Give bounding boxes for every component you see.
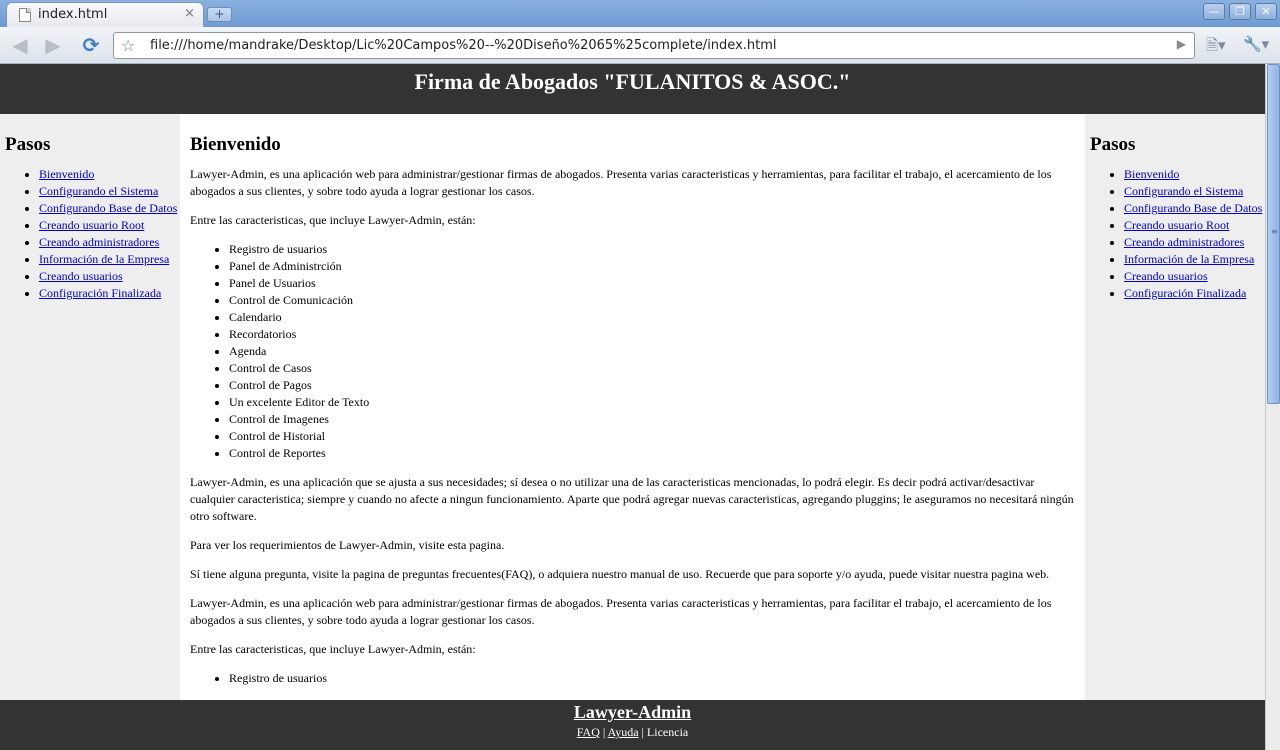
- list-item: • Recordatorios: [229, 326, 1075, 343]
- list-item: • Panel de Administrción: [229, 258, 1075, 275]
- step-link-configurando-base-datos[interactable]: Configurando Base de Datos: [39, 201, 178, 215]
- step-link-administradores[interactable]: Creando administradores: [39, 235, 160, 249]
- list-item: [1124, 166, 1265, 183]
- list-item: • Control de Pagos: [229, 377, 1075, 394]
- list-item: [39, 166, 180, 183]
- features-intro: Entre las caracteristicas, que incluye Lawyer-Admin, están:: [190, 213, 476, 227]
- list-item: • Registro de usuarios: [229, 670, 1075, 687]
- list-item: [39, 234, 180, 251]
- page-icon: [19, 8, 31, 22]
- features-list: [190, 241, 1075, 462]
- left-steps-list: [5, 166, 180, 302]
- maximize-button[interactable]: ❐: [1229, 3, 1251, 20]
- list-item: • Control de Historial: [229, 428, 1075, 445]
- footer-separator: |: [641, 725, 644, 739]
- step-link-informacion-empresa[interactable]: Información de la Empresa: [39, 252, 170, 266]
- tab-title: index.html: [38, 7, 108, 22]
- star-icon[interactable]: ☆: [121, 36, 136, 55]
- list-item: [1124, 234, 1265, 251]
- list-item: • Control de Comunicación: [229, 292, 1075, 309]
- list-item: [1124, 183, 1265, 200]
- list-item: [39, 268, 180, 285]
- list-item: [39, 217, 180, 234]
- new-tab-button[interactable]: +: [207, 7, 232, 22]
- step-link-usuarios[interactable]: Creando usuarios: [39, 269, 123, 283]
- go-icon[interactable]: ▶: [1176, 37, 1186, 51]
- list-item: [39, 183, 180, 200]
- site-header: [0, 64, 1265, 114]
- step-link-usuario-root[interactable]: Creando usuario Root: [39, 218, 145, 232]
- list-item: [1124, 285, 1265, 302]
- minimize-button[interactable]: —: [1203, 3, 1225, 20]
- step-link-configurando-sistema[interactable]: Configurando el Sistema: [1124, 184, 1244, 198]
- site-footer: [0, 700, 1265, 750]
- list-item: [1124, 200, 1265, 217]
- grip-icon: ≡: [1271, 227, 1278, 236]
- requirements-paragraph: Para ver los requerimientos de Lawyer-Admin, visite esta pagina.: [190, 538, 505, 552]
- list-item: • Calendario: [229, 309, 1075, 326]
- page-menu-icon[interactable]: 🗎▾: [1206, 36, 1226, 54]
- faq-link[interactable]: FAQ: [576, 725, 600, 739]
- intro-paragraph-repeat: Lawyer-Admin, es una aplicación web para administrar/gestionar firmas de abogados. Presenta varias caracteristicas y herramientas, para facilitar el trabajo, el acercamiento de los abogados a sus clientes, y sobre todo ayuda a lograr gestionar los casos.: [190, 596, 1052, 627]
- tab-bar: [0, 0, 1280, 27]
- site-title: Firma de Abogados "FULANITOS & ASOC.": [414, 69, 851, 94]
- list-item: [39, 285, 180, 302]
- left-sidebar: [0, 114, 180, 700]
- right-steps-list: [1090, 166, 1265, 302]
- page-viewport: [0, 64, 1265, 750]
- address-bar[interactable]: [113, 32, 1195, 59]
- list-item: [39, 251, 180, 268]
- list-item: [39, 200, 180, 217]
- help-paragraph: Sí tiene alguna pregunta, visite la pagina de preguntas frecuentes(FAQ), o adquiera nuestro manual de uso. Recuerde que para soporte y/o ayuda, puede visitar nuestra pagina web.: [190, 567, 1050, 581]
- footer-links: [0, 725, 1265, 740]
- list-item: • Un excelente Editor de Texto: [229, 394, 1075, 411]
- list-item: • Panel de Usuarios: [229, 275, 1075, 292]
- list-item: • Agenda: [229, 343, 1075, 360]
- browser-toolbar: [0, 27, 1280, 64]
- step-link-bienvenido[interactable]: Bienvenido: [1124, 167, 1180, 181]
- list-item: [1124, 217, 1265, 234]
- list-item: • Registro de usuarios: [229, 241, 1075, 258]
- step-link-usuario-root[interactable]: Creando usuario Root: [1124, 218, 1230, 232]
- features-intro-repeat: Entre las caracteristicas, que incluye Lawyer-Admin, están:: [190, 642, 476, 656]
- step-link-configurando-base-datos[interactable]: Configurando Base de Datos: [1124, 201, 1263, 215]
- list-item: • Control de Casos: [229, 360, 1075, 377]
- step-link-administradores[interactable]: Creando administradores: [1124, 235, 1245, 249]
- step-link-informacion-empresa[interactable]: Información de la Empresa: [1124, 252, 1255, 266]
- features-list-repeat: [190, 670, 1075, 687]
- list-item: [1124, 268, 1265, 285]
- right-sidebar-heading: Pasos: [1090, 134, 1136, 155]
- close-window-button[interactable]: ✕: [1255, 3, 1277, 20]
- footer-separator: |: [602, 725, 606, 739]
- customization-paragraph: Lawyer-Admin, es una aplicación que se ajusta a sus necesidades; sí desea o no utilizar una de las caracteristicas mencionadas, lo podrá elegir. Es decir podrá activar/desactivar cualquier caracteristica; siempre y cuando no afecte a ningun funcionamiento. Aparte que podrá agregar nuevas caracteristicas, agregando pluggins; le aseguramos no necesitará ningún otro software.: [190, 475, 1074, 523]
- forward-icon[interactable]: ▶: [45, 33, 61, 57]
- footer-brand-link[interactable]: Lawyer-Admin: [573, 702, 692, 722]
- help-link[interactable]: Ayuda: [607, 725, 639, 739]
- wrench-icon[interactable]: 🔧▾: [1243, 35, 1270, 53]
- step-link-configurando-sistema[interactable]: Configurando el Sistema: [39, 184, 159, 198]
- step-link-usuarios[interactable]: Creando usuarios: [1124, 269, 1208, 283]
- page-heading: Bienvenido: [190, 134, 281, 155]
- main-content: [180, 114, 1085, 700]
- step-link-configuracion-finalizada[interactable]: Configuración Finalizada: [39, 286, 162, 300]
- list-item: • Control de Reportes: [229, 445, 1075, 462]
- step-link-bienvenido[interactable]: Bienvenido: [39, 167, 95, 181]
- list-item: [1124, 251, 1265, 268]
- reload-icon[interactable]: ⟳: [82, 33, 100, 57]
- browser-tab[interactable]: [6, 2, 204, 27]
- url-text[interactable]: file:///home/mandrake/Desktop/Lic%20Campos%20--%20Diseño%2065%25complete/index.html: [150, 38, 777, 53]
- back-icon[interactable]: ◀: [12, 33, 28, 57]
- scrollbar-thumb[interactable]: [1267, 64, 1280, 404]
- right-sidebar: [1085, 114, 1265, 700]
- license-text: Licencia: [646, 725, 689, 739]
- left-sidebar-heading: Pasos: [5, 134, 51, 155]
- step-link-configuracion-finalizada[interactable]: Configuración Finalizada: [1124, 286, 1247, 300]
- intro-paragraph: Lawyer-Admin, es una aplicación web para administrar/gestionar firmas de abogados. Presenta varias caracteristicas y herramientas, para facilitar el trabajo, el acercamiento de los abogados a sus clientes, y sobre todo ayuda a lograr gestionar los casos.: [190, 167, 1052, 198]
- list-item: • Control de Imagenes: [229, 411, 1075, 428]
- vertical-scrollbar[interactable]: [1265, 64, 1280, 750]
- close-tab-icon[interactable]: ×: [184, 6, 195, 21]
